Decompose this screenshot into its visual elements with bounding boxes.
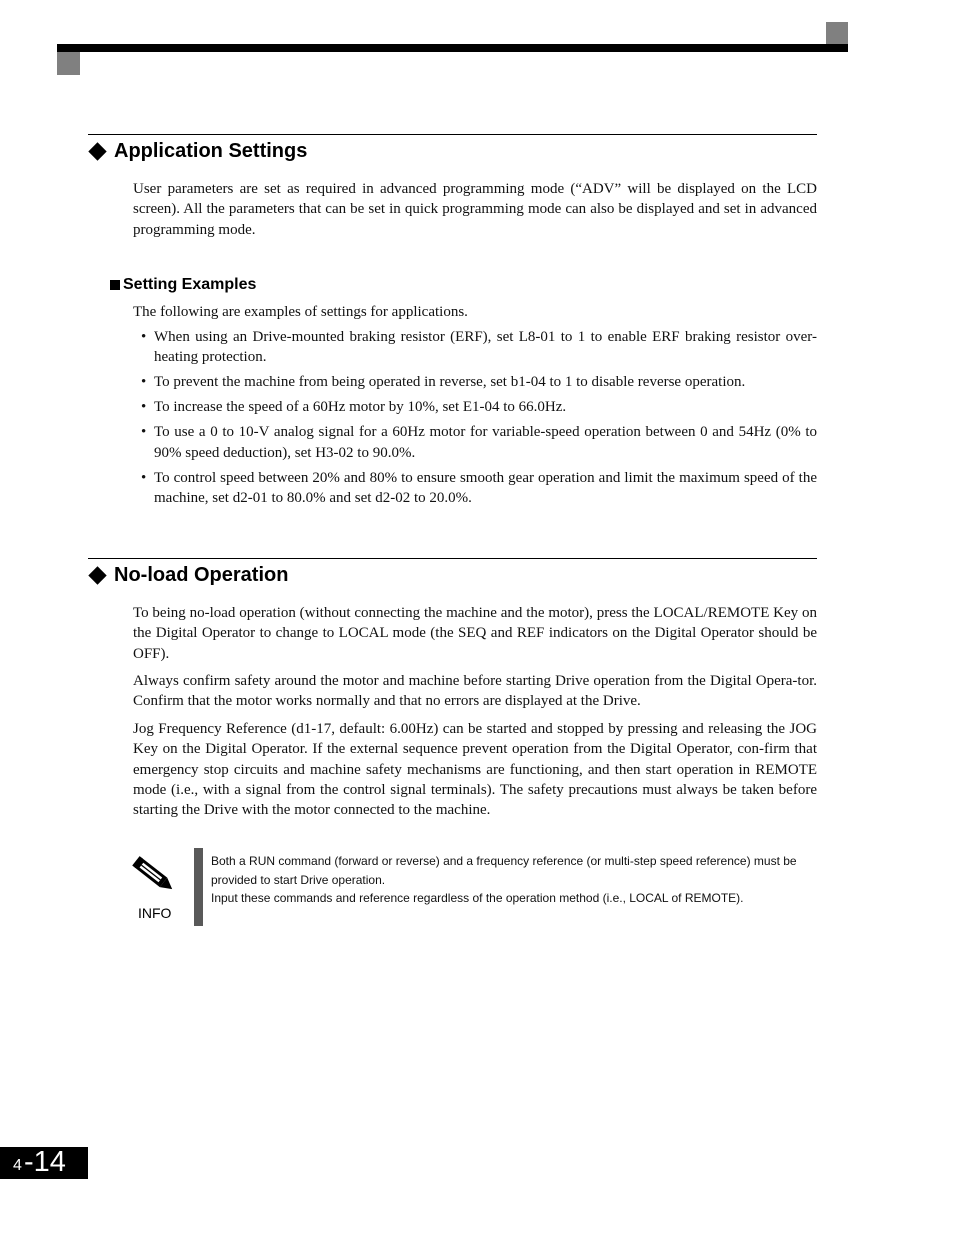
subsection-heading-setting-examples — [110, 275, 256, 295]
section-intro: User parameters are set as required in advanced programming mode (“ADV” will be displayed on the LCD screen). All the parameters that can be set in quick programming mode can also be displayed and set in advanced programming mode. — [133, 181, 817, 238]
header-side-block — [57, 52, 80, 75]
info-line: Both a RUN command (forward or reverse) and a frequency reference (or multi-step speed reference) must be provided to start Drive operation. — [211, 854, 797, 887]
page-number-badge — [0, 1147, 88, 1179]
info-label: INFO — [138, 905, 172, 921]
info-side-bar — [194, 848, 203, 926]
section-title: Application Settings — [114, 140, 308, 162]
subsection-title: Setting Examples — [123, 276, 257, 293]
diamond-bullet-icon — [88, 566, 106, 584]
section-title: No-load Operation — [114, 564, 289, 586]
paragraph: Jog Frequency Reference (d1-17, default: 6.00Hz) can be started and stopped by pressing and releasing the JOG Key on the Digital Operator. If the external sequence prevent operation from the Digital Operator, con-firm that emergency stop circuits and machine safety mechanisms are functioning, and then start operation in REMOTE mode (i.e., with a signal from the control signal terminals). The safety precautions must always be taken before starting the Drive with the motor connected to the machine. — [133, 721, 817, 819]
header-rule — [57, 44, 848, 52]
chapter-number: 4 — [13, 1157, 22, 1174]
diamond-bullet-icon — [88, 142, 106, 160]
subsection-intro: The following are examples of settings for applications. — [133, 304, 468, 320]
section-divider — [88, 558, 817, 559]
list-item: • When using an Drive-mounted braking resistor (ERF), set L8-01 to 1 to enable ERF braking resistor over-heating protection. — [133, 327, 817, 368]
square-bullet-icon — [110, 280, 120, 290]
list-item: • To control speed between 20% and 80% to ensure smooth gear operation and limit the maximum speed of the machine, set d2-01 to 80.0% and set d2-02 to 20.0%. — [133, 468, 817, 509]
info-line: Input these commands and reference regardless of the operation method (i.e., LOCAL of REMOTE). — [211, 891, 744, 905]
list-item: • To use a 0 to 10-V analog signal for a 60Hz motor for variable-speed operation between 0 and 54Hz (0% to 90% speed deduction), set H3-02 to 90.0%. — [133, 422, 817, 463]
examples-list — [133, 327, 817, 513]
paragraph: Always confirm safety around the motor and machine before starting Drive operation from the Digital Opera-tor. Confirm that the motor works normally and that no errors are displayed at the Drive. — [133, 673, 817, 710]
pencil-icon — [130, 855, 180, 900]
paragraph: To being no-load operation (without connecting the machine and the motor), press the LOCAL/REMOTE Key on the Digital Operator to change to LOCAL mode (the SEQ and REF indicators on the Digital Operator should be OFF). — [133, 605, 817, 662]
info-note — [211, 852, 821, 908]
page-number: -14 — [24, 1146, 66, 1178]
section-heading-application-settings — [88, 139, 307, 163]
section-heading-no-load-operation — [88, 563, 288, 587]
header-corner-block — [826, 22, 848, 44]
list-item: • To increase the speed of a 60Hz motor by 10%, set E1-04 to 66.0Hz. — [133, 397, 817, 417]
section-divider — [88, 134, 817, 135]
list-item: • To prevent the machine from being operated in reverse, set b1-04 to 1 to disable reverse operation. — [133, 372, 817, 392]
